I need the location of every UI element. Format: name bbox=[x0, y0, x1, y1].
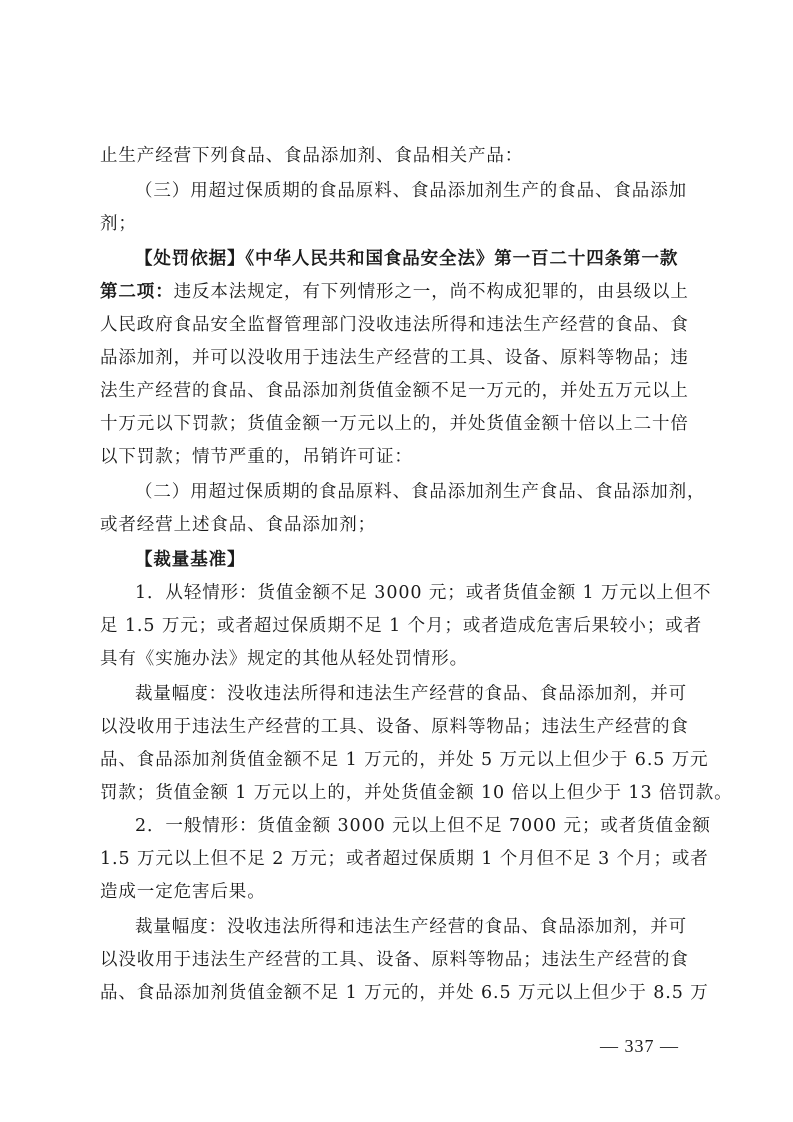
text-line: 止生产经营下列食品、食品添加剂、食品相关产品： bbox=[100, 146, 524, 166]
clause-text: 违反本法规定，有下列情形之一，尚不构成犯罪的，由县级以上 bbox=[173, 282, 689, 302]
lenient-case: 1．从轻情形：货值金额不足 3000 元；或者货值金额 1 万元以上但不 bbox=[135, 583, 712, 603]
penalty-basis-heading: 【处罚依据】《中华人民共和国食品安全法》第一百二十四条第一款 bbox=[135, 249, 679, 269]
list-item-three: （三）用超过保质期的食品原料、食品添加剂生产的食品、食品添加 bbox=[135, 181, 687, 201]
text-line: 品、食品添加剂货值金额不足 1 万元的，并处 6.5 万元以上但少于 8.5 万 bbox=[100, 983, 709, 1003]
text-line: 人民政府食品安全监督管理部门没收违法所得和违法生产经营的食品、食 bbox=[100, 315, 689, 335]
text-line: 造成一定危害后果。 bbox=[100, 882, 266, 902]
text-line: 十万元以下罚款；货值金额一万元以上的，并处货值金额十倍以上二十倍 bbox=[100, 414, 689, 434]
clause-label: 第二项： bbox=[100, 282, 174, 302]
text-line: 以没收用于违法生产经营的工具、设备、原料等物品；违法生产经营的食 bbox=[100, 950, 689, 970]
text-line: 以下罚款；情节严重的，吊销许可证： bbox=[100, 447, 413, 467]
standard-heading: 【裁量基准】 bbox=[135, 550, 246, 570]
range-paragraph: 裁量幅度：没收违法所得和违法生产经营的食品、食品添加剂，并可 bbox=[135, 684, 687, 704]
text-line: 1.5 万元以上但不足 2 万元；或者超过保质期 1 个月但不足 3 个月；或者 bbox=[100, 849, 709, 869]
page-number: — 337 — bbox=[600, 1036, 679, 1056]
range-paragraph: 裁量幅度：没收违法所得和违法生产经营的食品、食品添加剂，并可 bbox=[135, 917, 687, 937]
general-case: 2．一般情形：货值金额 3000 元以上但不足 7000 元；或者货值金额 bbox=[135, 816, 711, 836]
text-line: 品添加剂，并可以没收用于违法生产经营的工具、设备、原料等物品；违 bbox=[100, 348, 689, 368]
text-line: 罚款；货值金额 1 万元以上的，并处货值金额 10 倍以上但少于 13 倍罚款。 bbox=[100, 783, 733, 803]
text-line: 具有《实施办法》规定的其他从轻处罚情形。 bbox=[100, 649, 468, 669]
text-line: 或者经营上述食品、食品添加剂； bbox=[100, 515, 376, 535]
document-body bbox=[100, 140, 733, 1010]
text-line bbox=[100, 276, 695, 309]
text-line: 剂； bbox=[100, 214, 137, 234]
text-line: 足 1.5 万元；或者超过保质期不足 1 个月；或者造成危害后果较小；或者 bbox=[100, 616, 703, 636]
text-line: 品、食品添加剂货值金额不足 1 万元的，并处 5 万元以上但少于 6.5 万元 bbox=[100, 750, 709, 770]
text-line: 以没收用于违法生产经营的工具、设备、原料等物品；违法生产经营的食 bbox=[100, 717, 689, 737]
list-item-two: （二）用超过保质期的食品原料、食品添加剂生产食品、食品添加剂， bbox=[135, 482, 706, 502]
text-line: 法生产经营的食品、食品添加剂货值金额不足一万元的，并处五万元以上 bbox=[100, 381, 689, 401]
